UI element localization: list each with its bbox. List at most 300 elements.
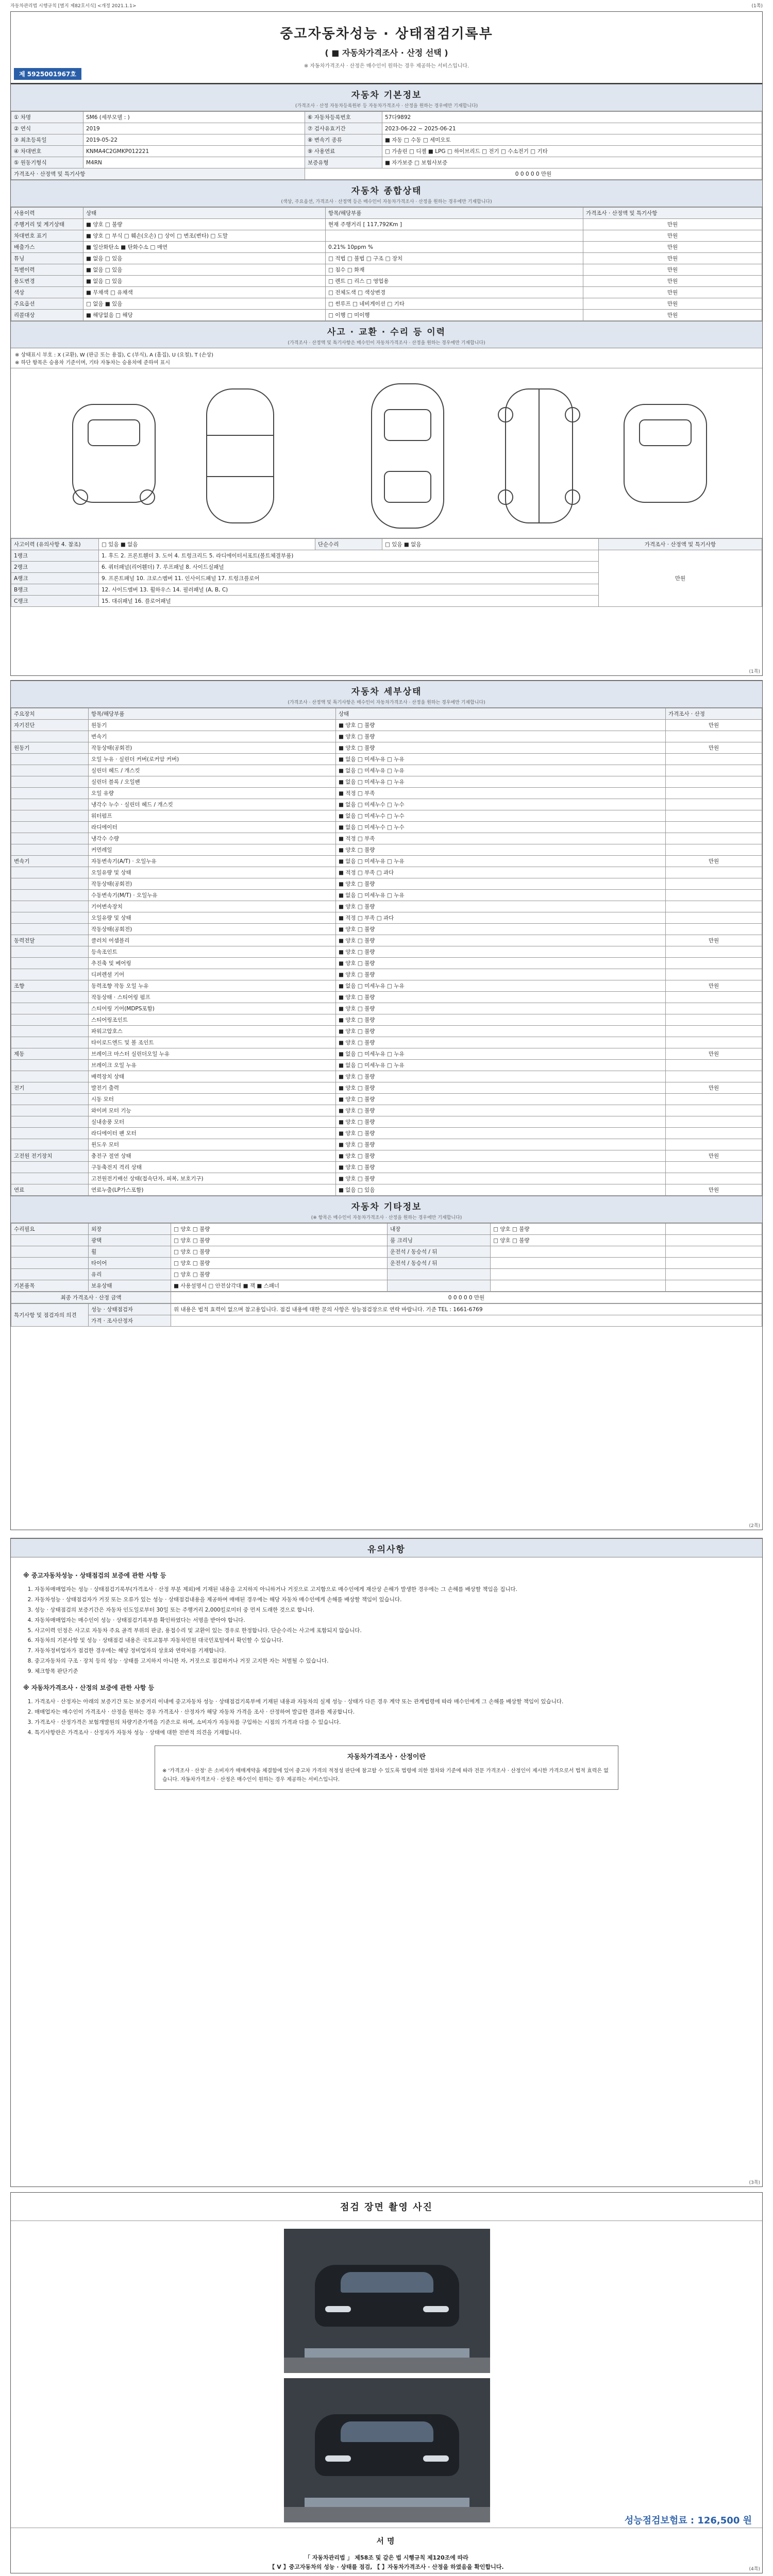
state-value: ■ 양호 □ 불량 [336, 1003, 666, 1014]
field-value: □ 가솔린 □ 디젤 ■ LPG □ 하이브리드 □ 전기 □ 수소전기 □ 기타 [382, 146, 762, 157]
state-value: ■ 없음 □ 있음 [83, 253, 326, 264]
state-value: ■ 적정 □ 부족 [336, 788, 666, 799]
table-row [11, 867, 762, 878]
device-group: 제동 [11, 1048, 89, 1060]
state-value: ■ 일산화탄소 ■ 탄화수소 □ 매연 [83, 242, 326, 253]
table-row [11, 310, 762, 321]
part-name: 타이로드엔드 및 볼 조인트 [89, 1037, 336, 1048]
guide-item: 2. 매매업자는 매수인이 가격조사 · 산정을 원하는 경우 가격조사 · 산정자가 해당 자동차 가격을 조사 · 산정하여 발급한 결과를 제공합니다. [35, 1707, 750, 1718]
etc-item: 내장 [388, 1224, 491, 1235]
state-value: ■ 없음 □ 미세누유 □ 누유 [336, 776, 666, 788]
field-label: 주요옵션 [11, 298, 83, 310]
page-number: (4쪽) [749, 2567, 760, 2572]
page-number: (3쪽) [749, 2180, 760, 2185]
field-value: 2019-05-22 [83, 134, 305, 146]
rank-label: A랭크 [11, 573, 99, 584]
table-row [11, 720, 762, 731]
table-row [11, 1139, 762, 1150]
etc-group [11, 1235, 89, 1246]
device-group: 고전원 전기장치 [11, 1150, 89, 1162]
field-value: 57다9892 [382, 112, 762, 123]
final-price-label: 최종 가격조사 · 산정 금액 [11, 1292, 171, 1303]
state-value: □ 없음 ■ 있음 [83, 298, 326, 310]
guide-item: 3. 성능 · 상태점검의 보증기간은 자동차 인도일로부터 30일 또는 주행거리 2,000킬로미터 중 먼저 도래한 것으로 합니다. [35, 1605, 750, 1616]
device-group [11, 799, 89, 810]
basic-info-table [11, 111, 762, 180]
rank-label: B랭크 [11, 584, 99, 596]
etc-group [11, 1246, 89, 1258]
field-label: 용도변경 [11, 276, 83, 287]
table-row [11, 742, 762, 754]
column-header: 항목/해당부품 [326, 208, 583, 219]
etc-group: 기본품목 [11, 1280, 89, 1292]
part-name: 라디에이터 팬 모터 [89, 1128, 336, 1139]
field-label: ⑧ 변속기 종류 [305, 134, 382, 146]
part-name: 냉각수 누수 · 실린더 헤드 / 개스킷 [89, 799, 336, 810]
state-value: ■ 양호 □ 불량 [336, 1162, 666, 1173]
state-value: ■ 양호 □ 불량 [83, 219, 326, 230]
price-note [666, 1173, 762, 1184]
price-note [666, 833, 762, 844]
section-title: 자동차 기타정보 [351, 1202, 422, 1212]
table-row [11, 287, 762, 298]
table-row [11, 298, 762, 310]
car-front-view [73, 404, 155, 502]
field-label: ⑥ 자동차등록번호 [305, 112, 382, 123]
record-page-1 [10, 11, 763, 676]
etc-state [491, 1246, 666, 1258]
field-label: 보증유형 [305, 157, 382, 168]
table-row [11, 146, 762, 157]
table-row [11, 1071, 762, 1082]
state-value: ■ 없음 □ 있음 [336, 1184, 666, 1196]
rank-label: C랭크 [11, 596, 99, 607]
part-name: 스티어링조인트 [89, 1014, 336, 1026]
table-row [11, 924, 762, 935]
etc-item: 유리 [89, 1269, 171, 1280]
device-group [11, 1105, 89, 1116]
price-note: 만원 [583, 242, 762, 253]
table-row [11, 878, 762, 890]
part-name: 브레이크 마스터 실린더오일 누유 [89, 1048, 336, 1060]
table-row [11, 980, 762, 992]
field-label: ① 차명 [11, 112, 83, 123]
table-row [11, 276, 762, 287]
price-label: 가격조사 · 산정액 및 특기사항 [599, 539, 762, 550]
table-row [11, 123, 762, 134]
device-group [11, 788, 89, 799]
etc-state: □ 양호 □ 불량 [491, 1224, 666, 1235]
section-title: 자동차 세부상태 [351, 687, 422, 697]
item-value: □ 렌트 □ 리스 □ 영업용 [326, 276, 583, 287]
state-value: ■ 없음 □ 미세누유 □ 누유 [336, 1048, 666, 1060]
device-group [11, 776, 89, 788]
state-value: ■ 없음 □ 미세누수 □ 누수 [336, 799, 666, 810]
record-page-2 [10, 680, 763, 1530]
price-note [666, 958, 762, 969]
table-row [11, 1173, 762, 1184]
table-row [11, 1105, 762, 1116]
table-row [11, 901, 762, 912]
device-group [11, 754, 89, 765]
device-group [11, 822, 89, 833]
inspector-label: 성능 · 상태점검자 [89, 1304, 171, 1315]
device-group [11, 1060, 89, 1071]
table-row [11, 1026, 762, 1037]
device-group [11, 912, 89, 924]
confirmation-line: 【 V 】중고자동차의 성능 · 상태를 점검, 【 】자동차가격조사 · 산정을 하였음을 확인합니다. [269, 2563, 504, 2570]
page-number: (1쪽) [749, 669, 760, 674]
price-note [666, 788, 762, 799]
device-group [11, 765, 89, 776]
part-name: 냉각수 수량 [89, 833, 336, 844]
price-note [666, 924, 762, 935]
state-value: ■ 양호 □ 불량 [336, 1150, 666, 1162]
price-note [666, 1128, 762, 1139]
rank-parts: 1. 후드 2. 프론트휀더 3. 도어 4. 트렁크리드 5. 라디에이터서포트(볼트체결부품) [99, 550, 599, 562]
state-value: ■ 양호 □ 불량 [336, 969, 666, 980]
state-value: ■ 적정 □ 부족 [336, 833, 666, 844]
inspection-photo-rear [284, 2378, 490, 2522]
guide-item: 4. 자동차매매업자는 매수인이 성능 · 상태점검기록부를 확인하였다는 서명을 받아야 합니다. [35, 1616, 750, 1626]
table-row [11, 810, 762, 822]
etc-item: 보유상태 [89, 1280, 171, 1292]
table-row [11, 935, 762, 946]
table-row [11, 264, 762, 276]
item-value: 0.21% 10ppm % [326, 242, 583, 253]
guide-item: 6. 자동차의 기본사항 및 성능 · 상태점검 내용은 국토교통부 자동차민원 대국민포털에서 확인할 수 있습니다. [35, 1636, 750, 1646]
part-name: 실내송풍 모터 [89, 1116, 336, 1128]
table-header-row [11, 708, 762, 720]
guide-item: 5. 사고이력 인정은 사고로 자동차 주요 골격 부위의 판금, 용접수리 및 교환이 있는 경우로 한정합니다. 단순수리는 사고에 포함되지 않습니다. [35, 1626, 750, 1636]
state-value: ■ 양호 □ 불량 [336, 1173, 666, 1184]
device-group [11, 1162, 89, 1173]
guide-body [11, 1557, 762, 1804]
device-group: 조향 [11, 980, 89, 992]
price-note [666, 867, 762, 878]
signature-label: 서명 [376, 2536, 398, 2546]
state-value: ■ 양호 □ 부식 □ 훼손(오손) □ 상이 □ 변조(변타) □ 도말 [83, 230, 326, 242]
table-row [11, 539, 762, 550]
state-value: ■ 양호 □ 불량 [336, 935, 666, 946]
etc-item: 외장 [89, 1224, 171, 1235]
table-row [11, 1280, 762, 1292]
device-group [11, 958, 89, 969]
price-note: 만원 [666, 720, 762, 731]
part-name: 등속조인트 [89, 946, 336, 958]
price-note: 만원 [583, 230, 762, 242]
guide-item: 4. 특기사항란은 가격조사 · 산정자가 자동차 성능 · 상태에 대한 전반적 의견을 기재합니다. [35, 1728, 750, 1738]
table-row [11, 168, 762, 180]
photo-section-title: 점검 장면 촬영 사진 [11, 2193, 762, 2221]
state-value: ■ 없음 □ 미세누유 □ 누유 [336, 765, 666, 776]
table-header-row [11, 208, 762, 219]
device-group: 연료 [11, 1184, 89, 1196]
device-group [11, 878, 89, 890]
section-basic-info [11, 84, 762, 111]
form-reference-bar [10, 2, 763, 9]
part-name: 실린더 헤드 / 개스킷 [89, 765, 336, 776]
part-name: 오일 유량 [89, 788, 336, 799]
part-name: 디퍼렌셜 기어 [89, 969, 336, 980]
table-row [11, 1269, 762, 1280]
item-value: □ 썬루프 □ 네비게이션 □ 기타 [326, 298, 583, 310]
column-header: 항목/해당부품 [89, 708, 336, 720]
device-group [11, 992, 89, 1003]
price-note: 만원 [583, 310, 762, 321]
rank-label: 1랭크 [11, 550, 99, 562]
state-value: ■ 양호 □ 불량 [336, 946, 666, 958]
field-label: ⑦ 검사유효기간 [305, 123, 382, 134]
section-guide [11, 1538, 762, 1557]
etc-state: □ 양호 □ 불량 [491, 1235, 666, 1246]
price-note [666, 1003, 762, 1014]
part-name: 자동변속기(A/T) · 오일누유 [89, 856, 336, 867]
appraisal-definition-box [155, 1745, 618, 1790]
state-value: ■ 없음 □ 미세누유 □ 누유 [336, 856, 666, 867]
confirmation-note [11, 2553, 762, 2571]
device-group: 변속기 [11, 856, 89, 867]
inspection-photo-front [284, 2229, 490, 2373]
price-note: 만원 [583, 253, 762, 264]
price-note: 만원 [583, 264, 762, 276]
rank-parts: 9. 프론트패널 10. 크로스멤버 11. 인사이드패널 17. 트렁크플로어 [99, 573, 599, 584]
field-value: □ 있음 ■ 없음 [99, 539, 315, 550]
price-note [666, 1037, 762, 1048]
etc-state: □ 양호 □ 불량 [171, 1224, 388, 1235]
price-value: 0 0 0 0 0 만원 [305, 168, 762, 180]
guide-heading: ※ 자동차가격조사 · 산정의 보증에 관한 사항 등 [23, 1684, 155, 1692]
guide-item: 1. 가격조사 · 산정자는 아래의 보증기간 또는 보증거리 이내에 중고자동차 성능 · 상태점검기록부에 기재된 내용과 자동차의 실제 성능 · 상태가 다른 경우 계약 또는 관계법령에 따라 매수인에게 그 손해를 배상할 책임이 있습니다. [35, 1697, 750, 1707]
part-name: 연료누출(LP가스포함) [89, 1184, 336, 1196]
part-name: 워터펌프 [89, 810, 336, 822]
field-value: 2023-06-22 ~ 2025-06-21 [382, 123, 762, 134]
legend-text: ※ 상태표시 부호 : X (교환), W (판금 또는 용접), C (부식), A (흠집), U (요철), T (손상) [15, 352, 214, 358]
part-name: 작동상태(공회전) [89, 742, 336, 754]
rank-parts: 6. 쿼터패널(리어휀더) 7. 루프패널 8. 사이드실패널 [99, 562, 599, 573]
table-row [11, 776, 762, 788]
price-note [666, 878, 762, 890]
part-name: 오일유량 및 상태 [89, 867, 336, 878]
device-group [11, 1037, 89, 1048]
etc-state: ■ 사용설명서 □ 안전삼각대 ■ 잭 ■ 스패너 [171, 1280, 388, 1292]
device-group [11, 1139, 89, 1150]
field-label: 주행거리 및 계기상태 [11, 219, 83, 230]
etc-state: □ 양호 □ 불량 [171, 1269, 388, 1280]
guide-item: 9. 체크항목 판단기준 [35, 1667, 750, 1677]
state-value: ■ 양호 □ 불량 [336, 878, 666, 890]
section-title: 자동차 종합상태 [351, 186, 422, 196]
table-row [11, 1128, 762, 1139]
state-value: ■ 양호 □ 불량 [336, 1128, 666, 1139]
accident-rank-table [11, 538, 762, 607]
column-header: 주요장치 [11, 708, 89, 720]
price-note: 만원 [583, 219, 762, 230]
price-note: 만원 [599, 550, 762, 607]
guide-item: 2. 자동차성능 · 상태점검자가 거짓 또는 오류가 있는 성능 · 상태점검내용을 제공하여 매매된 경우에는 해당 자동차 매수인에게 손해를 배상할 책임이 있습니다. [35, 1595, 750, 1605]
price-note: 만원 [666, 935, 762, 946]
etc-item: 운전석 / 동승석 / 뒤 [388, 1258, 491, 1269]
device-group [11, 1003, 89, 1014]
state-value: ■ 양호 □ 불량 [336, 1037, 666, 1048]
price-note [666, 901, 762, 912]
state-value: ■ 양호 □ 불량 [336, 958, 666, 969]
column-header: 상태 [83, 208, 326, 219]
device-group: 자기진단 [11, 720, 89, 731]
column-header: 가격조사 · 산정 [666, 708, 762, 720]
part-name: 클러치 어셈블리 [89, 935, 336, 946]
etc-item: 룸 크리닝 [388, 1235, 491, 1246]
record-page-4 [10, 2192, 763, 2573]
price-note [666, 1071, 762, 1082]
state-value: ■ 적정 □ 부족 □ 과다 [336, 867, 666, 878]
table-row [11, 731, 762, 742]
table-row [11, 1014, 762, 1026]
state-value: ■ 양호 □ 불량 [336, 992, 666, 1003]
price-note [666, 969, 762, 980]
section-subtitle: (가격조사 · 산정액 및 특기사항은 매수인이 자동차가격조사 · 산정을 원하는 경우에만 기재합니다) [288, 341, 485, 346]
table-row [11, 134, 762, 146]
form-reference-text: 자동차관리법 시행규칙 [별지 제82호서식] <개정 2021.1.1> [10, 4, 137, 9]
field-label: ⑨ 사용연료 [305, 146, 382, 157]
car-rear-view [624, 404, 707, 502]
state-value: ■ 해당없음 □ 해당 [83, 310, 326, 321]
price-note [666, 810, 762, 822]
section-detail-state [11, 681, 762, 708]
price-note [666, 776, 762, 788]
part-name: 시동 모터 [89, 1094, 336, 1105]
state-value: ■ 없음 □ 미세누유 □ 누유 [336, 754, 666, 765]
state-value: ■ 양호 □ 불량 [336, 1094, 666, 1105]
table-row [11, 754, 762, 765]
part-name: 동력조향 작동 오일 누유 [89, 980, 336, 992]
price-note [666, 1258, 762, 1269]
guide-list [23, 1585, 750, 1677]
price-note: 만원 [666, 1184, 762, 1196]
etc-group [11, 1269, 89, 1280]
confirmation-line: 「 자동차관리법 」 제58조 및 같은 법 시행규칙 제120조에 따라 [305, 2554, 468, 2561]
item-value [326, 230, 583, 242]
field-label: ⑤ 원동기형식 [11, 157, 83, 168]
state-value: ■ 없음 □ 미세누수 □ 누수 [336, 810, 666, 822]
device-group [11, 844, 89, 856]
device-group [11, 1071, 89, 1082]
field-value: □ 있음 ■ 없음 [382, 539, 599, 550]
state-value: ■ 양호 □ 불량 [336, 901, 666, 912]
table-row [11, 550, 762, 562]
car-side-view-left [207, 389, 274, 523]
table-row [11, 992, 762, 1003]
guide-item: 3. 가격조사 · 산정가격은 보험개발원의 차량기준가액을 기준으로 하며, 소비자가 자동차를 구입하는 시점의 가격과 다를 수 있습니다. [35, 1718, 750, 1728]
table-row [11, 1048, 762, 1060]
page-number: (2쪽) [749, 1523, 760, 1529]
state-value: ■ 양호 □ 불량 [336, 1014, 666, 1026]
item-value: □ 적법 □ 불법 □ 구조 □ 장치 [326, 253, 583, 264]
guide-item: 8. 중고자동차의 구조 · 장치 등의 성능 · 상태를 고지하지 아니한 자, 거짓으로 점검하거나 거짓 고지한 자는 처벌될 수 있습니다. [35, 1656, 750, 1667]
signature-row [11, 2528, 762, 2553]
device-group [11, 867, 89, 878]
field-label: 리콜대상 [11, 310, 83, 321]
table-row [11, 1162, 762, 1173]
etc-item: 타이어 [89, 1258, 171, 1269]
field-value: ■ 자가보증 □ 보험사보증 [382, 157, 762, 168]
etc-group: 수리필요 [11, 1224, 89, 1235]
etc-item: 휠 [89, 1246, 171, 1258]
section-title: 자동차 기본정보 [351, 90, 422, 100]
price-note: 만원 [583, 287, 762, 298]
part-name: 원동기 [89, 720, 336, 731]
field-value: ■ 자동 □ 수동 □ 세미오토 [382, 134, 762, 146]
price-note [666, 1162, 762, 1173]
opinion-label: 특기사항 및 점검자의 의견 [11, 1304, 89, 1327]
part-name: 변속기 [89, 731, 336, 742]
etc-item [388, 1280, 491, 1292]
section-title: 사고 · 교환 · 수리 등 이력 [327, 327, 446, 337]
table-row [11, 1037, 762, 1048]
device-group [11, 731, 89, 742]
table-row [11, 969, 762, 980]
table-row [11, 1224, 762, 1235]
price-note [666, 1235, 762, 1246]
price-note [666, 1026, 762, 1037]
part-name: 작동상태(공회전) [89, 878, 336, 890]
part-name: 구동축전지 격리 상태 [89, 1162, 336, 1173]
table-row [11, 833, 762, 844]
rank-label: 2랭크 [11, 562, 99, 573]
etc-info-table [11, 1223, 762, 1292]
final-price-table [11, 1292, 762, 1303]
state-value: ■ 양호 □ 불량 [336, 924, 666, 935]
device-group [11, 1026, 89, 1037]
guide-item: 1. 자동차매매업자는 성능 · 상태점검기록부(가격조사 · 산정 부분 제외)에 기재된 내용을 고지하지 아니하거나 거짓으로 고지함으로 매수인에게 재산상 손해가 발생한 경우에는 그 손해를 배상할 책임을 집니다. [35, 1585, 750, 1595]
state-value: ■ 없음 □ 있음 [83, 276, 326, 287]
car-outline-diagram [52, 374, 722, 533]
rank-parts: 12. 사이드멤버 13. 휠하우스 14. 필러패널 (A, B, C) [99, 584, 599, 596]
price-note [666, 1246, 762, 1258]
part-name: 작동상태 · 스티어링 펌프 [89, 992, 336, 1003]
table-row [11, 1094, 762, 1105]
car-top-view [372, 384, 444, 528]
part-name: 수동변속기(M/T) · 오일누유 [89, 890, 336, 901]
field-value: KNMA4C2GMKP012221 [83, 146, 305, 157]
inspector-opinion-table [11, 1303, 762, 1327]
section-title: 유의사항 [367, 1545, 406, 1555]
part-name: 추진축 및 베어링 [89, 958, 336, 969]
field-label: 색상 [11, 287, 83, 298]
price-note [666, 1224, 762, 1235]
insurance-fee: 성능점검보험료 : 126,500 원 [624, 2515, 752, 2526]
part-name: 파워고압호스 [89, 1026, 336, 1037]
guide-item: 7. 자동차정비업자가 점검한 경우에는 해당 정비업자의 상호와 연락처를 기재합니다. [35, 1646, 750, 1656]
part-name: 오일유량 및 상태 [89, 912, 336, 924]
guide-list [23, 1697, 750, 1738]
column-header: 가격조사 · 산정액 및 특기사항 [583, 208, 762, 219]
table-row [11, 1060, 762, 1071]
table-row [11, 219, 762, 230]
section-subtitle: (※ 항목은 매수인이 자동차가격조사 · 산정을 원하는 경우에만 기재합니다) [311, 1215, 462, 1221]
etc-group [11, 1258, 89, 1269]
price-note: 만원 [583, 298, 762, 310]
section-accident-history [11, 321, 762, 348]
price-note [666, 1269, 762, 1280]
device-group [11, 810, 89, 822]
document-header [11, 12, 762, 84]
price-label: 가격조사 · 산정액 및 특기사항 [11, 168, 305, 180]
state-value: ■ 없음 □ 있음 [83, 264, 326, 276]
part-name: 라디에이터 [89, 822, 336, 833]
state-value: ■ 없음 □ 미세누수 □ 누수 [336, 822, 666, 833]
field-label: ④ 차대번호 [11, 146, 83, 157]
